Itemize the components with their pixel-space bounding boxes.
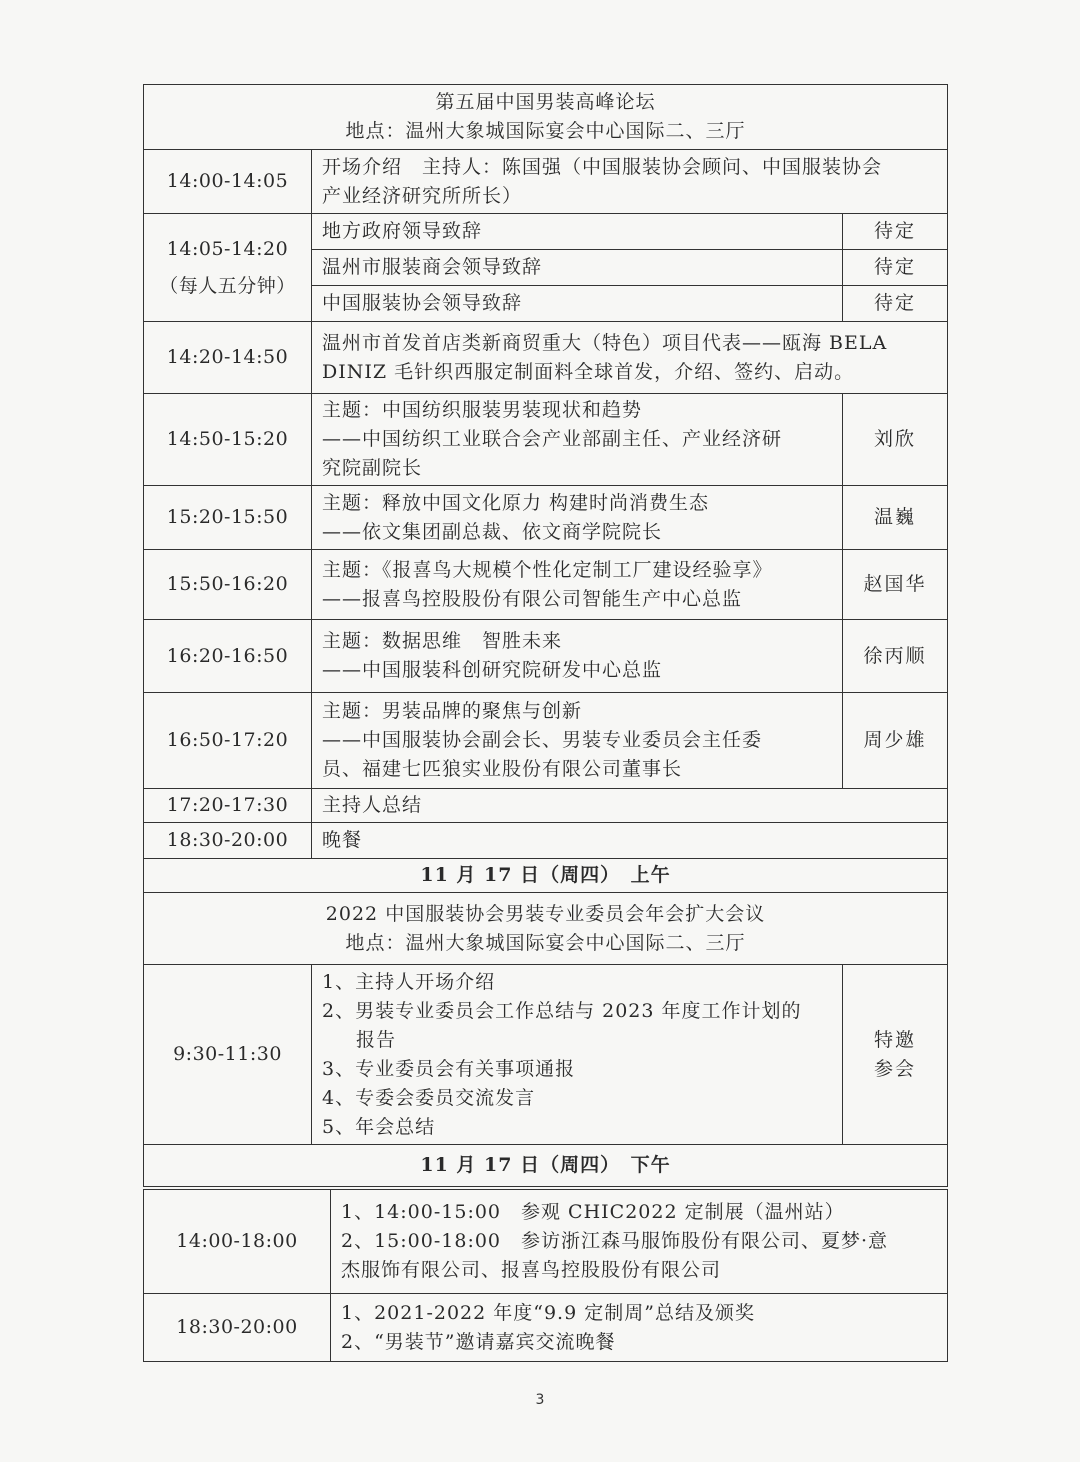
time-cell: 15:50-16:20 <box>144 550 312 620</box>
speaker-cell <box>843 965 948 1145</box>
schedule-table <box>143 84 948 1187</box>
agenda-item: 2、男装专业委员会工作总结与 2023 年度工作计划的 <box>322 999 802 1022</box>
content-cell <box>312 394 843 486</box>
speaker-cell: 待定 <box>843 286 948 322</box>
content-cell <box>312 620 843 693</box>
speaker-cell: 待定 <box>843 250 948 286</box>
content-cell: 晚餐 <box>312 823 948 859</box>
content-line: ——中国服装科创研究院研发中心总监 <box>322 659 663 681</box>
content-line: 产业经济研究所所长） <box>322 184 523 207</box>
content-line: DINIZ 毛针织西服定制面料全球首发，介绍、签约、启动。 <box>322 360 855 383</box>
content-line: ——依文集团副总裁、依文商学院院长 <box>322 520 663 543</box>
forum-header <box>144 85 948 150</box>
content-line: 2、15:00-18:00 参访浙江森马服饰股份有限公司、夏梦·意 <box>341 1230 889 1252</box>
day-heading-am: 11 月 17 日（周四） 上午 <box>144 859 948 893</box>
content-line: ——报喜鸟控股股份有限公司智能生产中心总监 <box>322 587 743 610</box>
meeting-title: 2022 中国服装协会男装专业委员会年会扩大会议 <box>325 902 766 925</box>
day-heading-row <box>144 1145 948 1187</box>
content-cell <box>331 1190 948 1294</box>
time-cell: 16:20-16:50 <box>144 620 312 693</box>
table-row <box>144 1294 948 1362</box>
content-cell <box>312 150 948 214</box>
forum-location: 地点：温州大象城国际宴会中心国际二、三厅 <box>345 120 746 142</box>
page-number: 3 <box>535 1392 545 1408</box>
speaker-line: 特邀 <box>873 1028 916 1051</box>
agenda-item: 5、年会总结 <box>322 1115 436 1138</box>
time-cell: 18:30-20:00 <box>144 1294 331 1362</box>
forum-title: 第五届中国男装高峰论坛 <box>435 91 656 113</box>
speaker-cell: 刘欣 <box>843 394 948 486</box>
table-row <box>144 693 948 789</box>
content-line: 主题：数据思维 智胜未来 <box>322 630 563 652</box>
content-line: 员、福建七匹狼实业股份有限公司董事长 <box>322 758 683 780</box>
content-line: 1、14:00-15:00 参观 CHIC2022 定制展（温州站） <box>341 1201 845 1223</box>
content-line: 杰服饰有限公司、报喜鸟控股股份有限公司 <box>341 1259 722 1281</box>
content-cell <box>312 550 843 620</box>
meeting-header <box>144 893 948 965</box>
table-row <box>144 486 948 550</box>
content-cell: 地方政府领导致辞 <box>312 214 843 250</box>
meeting-header-row <box>144 893 948 965</box>
content-line: 究院副院长 <box>322 457 423 479</box>
day-heading-pm: 11 月 17 日（周四） 下午 <box>144 1145 948 1187</box>
content-line: 主题：《报喜鸟大规模个性化定制工厂建设经验享》 <box>322 558 773 581</box>
content-line: 主题：中国纺织服装男装现状和趋势 <box>322 399 643 421</box>
time-cell: 18:30-20:00 <box>144 823 312 859</box>
table-row <box>144 394 948 486</box>
table-row <box>144 965 948 1145</box>
content-line: 2、“男装节”邀请嘉宾交流晚餐 <box>341 1330 616 1353</box>
time-text: 14:05-14:20 <box>166 237 289 260</box>
table-row <box>144 620 948 693</box>
content-line: 主题：释放中国文化原力 构建时尚消费生态 <box>322 491 710 514</box>
table-row <box>144 823 948 859</box>
day-heading-row <box>144 859 948 893</box>
content-cell <box>312 486 843 550</box>
table-row <box>144 550 948 620</box>
content-line: ——中国服装协会副会长、男装专业委员会主任委 <box>322 729 763 751</box>
content-cell: 主持人总结 <box>312 789 948 823</box>
speaker-cell: 温巍 <box>843 486 948 550</box>
speaker-cell: 待定 <box>843 214 948 250</box>
time-cell: 17:20-17:30 <box>144 789 312 823</box>
content-cell <box>312 965 843 1145</box>
content-cell <box>331 1294 948 1362</box>
content-line: 温州市首发首店类新商贸重大（特色）项目代表——瓯海 BELA <box>322 331 888 354</box>
afternoon-table <box>143 1189 948 1362</box>
agenda-item: 4、专委会委员交流发言 <box>322 1086 536 1109</box>
table-row <box>144 214 948 250</box>
time-cell: 14:20-14:50 <box>144 322 312 394</box>
time-cell: 14:00-18:00 <box>144 1190 331 1294</box>
meeting-location: 地点：温州大象城国际宴会中心国际二、三厅 <box>345 931 746 954</box>
table-row <box>144 322 948 394</box>
content-line: ——中国纺织工业联合会产业部副主任、产业经济研 <box>322 428 783 450</box>
forum-header-row <box>144 85 948 150</box>
agenda-item: 1、主持人开场介绍 <box>322 970 496 993</box>
speaker-line: 参会 <box>873 1057 916 1080</box>
time-cell: 14:00-14:05 <box>144 150 312 214</box>
speaker-cell: 徐丙顺 <box>843 620 948 693</box>
time-cell: 16:50-17:20 <box>144 693 312 789</box>
content-cell: 温州市服装商会领导致辞 <box>312 250 843 286</box>
content-cell: 中国服装协会领导致辞 <box>312 286 843 322</box>
time-cell: 14:50-15:20 <box>144 394 312 486</box>
speaker-cell: 赵国华 <box>843 550 948 620</box>
content-cell <box>312 693 843 789</box>
speaker-cell: 周少雄 <box>843 693 948 789</box>
time-cell: 15:20-15:50 <box>144 486 312 550</box>
table-row <box>144 150 948 214</box>
content-line: 开场介绍 主持人：陈国强（中国服装协会顾问、中国服装协会 <box>322 155 883 178</box>
time-note: （每人五分钟） <box>159 274 296 297</box>
time-cell: 9:30-11:30 <box>144 965 312 1145</box>
time-cell <box>144 214 312 322</box>
content-line: 主题：男装品牌的聚焦与创新 <box>322 700 583 722</box>
content-line: 1、2021-2022 年度“9.9 定制周”总结及颁奖 <box>341 1301 755 1324</box>
agenda-item: 报告 <box>356 1028 397 1051</box>
table-row <box>144 1190 948 1294</box>
agenda-item: 3、专业委员会有关事项通报 <box>322 1057 576 1080</box>
table-row <box>144 789 948 823</box>
content-cell <box>312 322 948 394</box>
